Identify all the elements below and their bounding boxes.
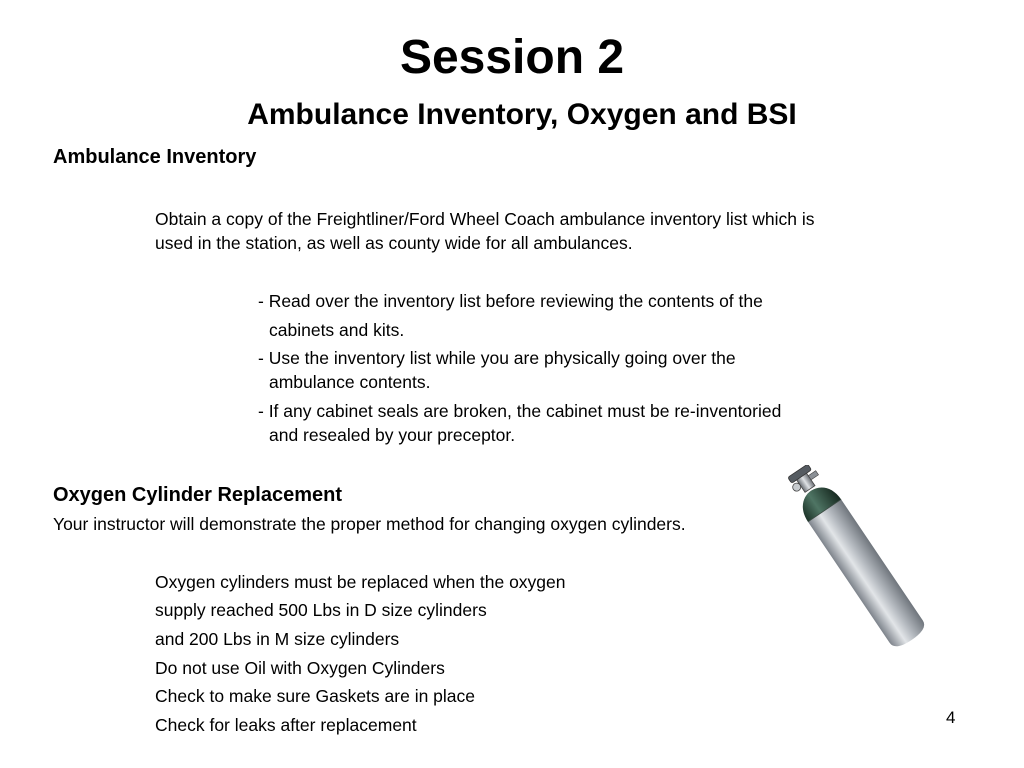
inventory-bullet-1-line-2: cabinets and kits. bbox=[269, 320, 405, 340]
inventory-bullet-2-line-1: - Use the inventory list while you are physically going over the bbox=[258, 348, 736, 368]
oxygen-cylinder-icon bbox=[752, 465, 972, 655]
inventory-intro-line-1: Obtain a copy of the Freightliner/Ford Wheel Coach ambulance inventory list which is bbox=[155, 209, 815, 229]
inventory-intro-line-2: used in the station, as well as county wide for all ambulances. bbox=[155, 233, 633, 253]
oxygen-line-2: supply reached 500 Lbs in D size cylinders bbox=[155, 600, 487, 620]
slide-title: Session 2 bbox=[399, 31, 625, 84]
inventory-bullet-3-line-1: - If any cabinet seals are broken, the cabinet must be re-inventoried bbox=[258, 401, 782, 421]
inventory-bullet-3-line-2: and resealed by your preceptor. bbox=[269, 425, 516, 445]
inventory-bullet-2-line-2: ambulance contents. bbox=[269, 372, 431, 392]
oxygen-line-4: Do not use Oil with Oxygen Cylinders bbox=[155, 658, 445, 678]
oxygen-line-5: Check to make sure Gaskets are in place bbox=[155, 686, 476, 706]
oxygen-line-6: Check for leaks after replacement bbox=[155, 715, 417, 735]
oxygen-cylinder-heading: Oxygen Cylinder Replacement bbox=[53, 484, 342, 506]
oxygen-intro: Your instructor will demonstrate the proper method for changing oxygen cylinders. bbox=[53, 514, 686, 534]
slide-subtitle: Ambulance Inventory, Oxygen and BSI bbox=[247, 98, 797, 131]
oxygen-line-1: Oxygen cylinders must be replaced when the oxygen bbox=[155, 572, 566, 592]
ambulance-inventory-heading: Ambulance Inventory bbox=[53, 146, 257, 168]
inventory-bullet-1-line-1: - Read over the inventory list before reviewing the contents of the bbox=[258, 291, 763, 311]
oxygen-line-3: and 200 Lbs in M size cylinders bbox=[155, 629, 400, 649]
page-number: 4 bbox=[946, 708, 956, 727]
